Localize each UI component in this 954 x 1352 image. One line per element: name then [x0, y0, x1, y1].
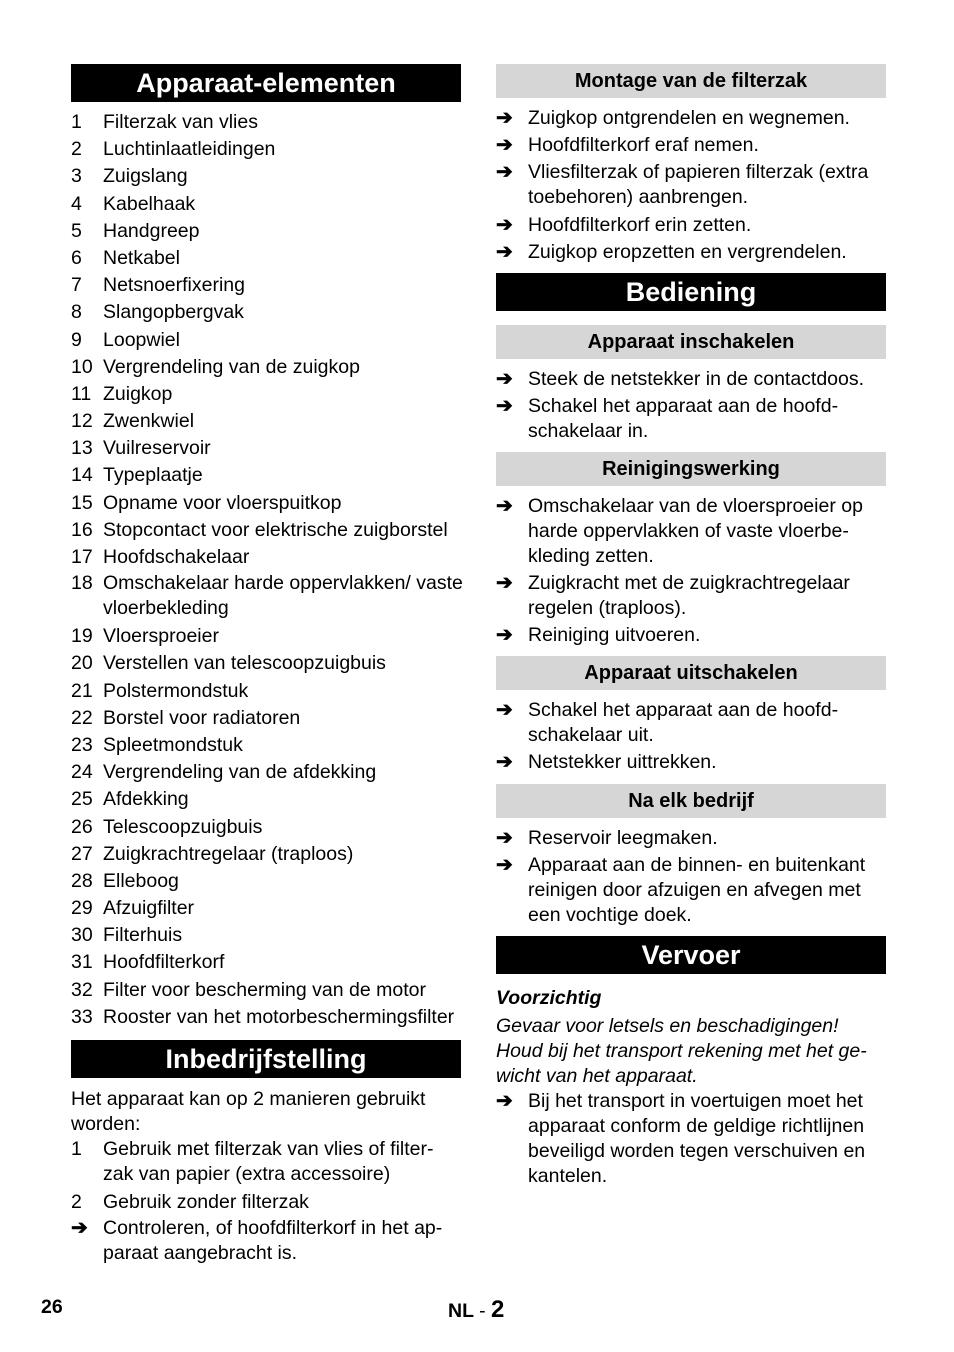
item-text: Rooster van het motorbeschermingsfilter	[103, 1005, 455, 1028]
arrow-icon: ➔	[496, 624, 513, 647]
step-text: Reiniging uitvoeren.	[528, 624, 701, 647]
item-text: Zwenkwiel	[103, 410, 195, 433]
item-text: Hoofdschakelaar	[103, 546, 250, 568]
step-text: Hoofdfilterkorf eraf nemen.	[528, 134, 759, 157]
item-number: 2	[71, 138, 82, 161]
list-item	[496, 571, 886, 621]
arrow-icon: ➔	[496, 699, 513, 721]
item-text: Netkabel	[103, 246, 180, 269]
step-text: Netstekker uittrekken.	[528, 751, 717, 774]
item-text: Vergrendeling van de zuigkop	[103, 355, 360, 378]
item-number: 15	[71, 491, 93, 514]
item-text: Slangopbergvak	[103, 301, 244, 324]
after-steps	[496, 826, 886, 930]
item-number: 11	[71, 382, 92, 405]
startup-steps	[71, 1216, 461, 1268]
list-item	[496, 1089, 886, 1189]
item-number: 30	[71, 924, 93, 947]
transport-steps	[496, 1089, 886, 1191]
arrow-icon: ➔	[496, 495, 513, 517]
item-text: Filterzak van vlies	[103, 111, 258, 133]
item-number: 13	[71, 437, 93, 460]
item-text: Polstermondstuk	[103, 679, 249, 702]
item-number: 25	[71, 788, 93, 811]
arrow-icon: ➔	[71, 1217, 88, 1239]
section-number: 2	[491, 1296, 505, 1323]
item-text: Telescoopzuigbuis	[103, 815, 263, 838]
item-number: 5	[71, 219, 82, 242]
item-number: 22	[71, 706, 93, 729]
item-number: 9	[71, 328, 82, 351]
item-number: 12	[71, 410, 93, 433]
step-text: Schakel het apparaat aan de hoofd-schakelaar in.	[528, 395, 839, 443]
arrow-icon: ➔	[496, 240, 513, 263]
item-text: Luchtinlaatleidingen	[103, 138, 276, 161]
on-steps	[496, 367, 886, 446]
step-text: Zuigkracht met de zuigkrachtregelaar regelen (traploos).	[528, 572, 850, 620]
item-text: Typeplaatje	[103, 464, 203, 487]
item-text: Omschakelaar harde oppervlakken/ vaste vloerbekleding	[103, 572, 463, 620]
list-item	[496, 394, 886, 444]
item-text: Netsnoerfixering	[103, 274, 245, 297]
item-number: 21	[71, 679, 93, 702]
item-text: Gebruik met filterzak van vlies of filter-zak van papier (extra accessoire)	[103, 1138, 434, 1185]
startup-intro: Het apparaat kan op 2 manieren gebruikt worden:	[71, 1088, 426, 1135]
step-text: Steek de netstekker in de contactdoos.	[528, 368, 865, 390]
subheading-on: Apparaat inschakelen	[496, 325, 886, 359]
clean-steps	[496, 494, 886, 651]
caution-text: Gevaar voor letsels en beschadigingen! Houd bij het transport rekening met het ge-wicht van het apparaat.	[496, 1015, 867, 1087]
subheading-clean: Reinigingswerking	[496, 452, 886, 486]
arrow-icon: ➔	[496, 161, 513, 184]
step-text: Vliesfilterzak of papieren filterzak (extra toebehoren) aanbrengen.	[528, 161, 869, 209]
step-text: Bij het transport in voertuigen moet het apparaat conform de geldige richtlijnen beveiligd worden tegen verschuiven en kantelen.	[528, 1090, 866, 1187]
list-item	[496, 853, 886, 928]
step-text: Controleren, of hoofdfilterkorf in het ap-paraat aangebracht is.	[103, 1217, 443, 1264]
item-number: 10	[71, 355, 93, 378]
item-number: 6	[71, 246, 82, 269]
item-number: 32	[71, 978, 93, 1001]
item-number: 17	[71, 546, 93, 568]
item-text: Vuilreservoir	[103, 437, 211, 460]
item-number: 24	[71, 761, 93, 784]
item-number: 20	[71, 652, 93, 675]
arrow-icon: ➔	[496, 107, 513, 129]
item-text: Zuigkop	[103, 382, 173, 405]
item-number: 1	[71, 1138, 82, 1160]
step-text: Zuigkop eropzetten en vergrendelen.	[528, 240, 847, 263]
step-text: Hoofdfilterkorf erin zetten.	[528, 213, 752, 236]
list-item	[496, 750, 886, 775]
montage-steps	[496, 106, 886, 267]
arrow-icon: ➔	[496, 368, 513, 390]
item-text: Vloersproeier	[103, 625, 219, 648]
step-text: Reservoir leegmaken.	[528, 827, 718, 849]
item-number: 8	[71, 301, 82, 324]
item-text: Afdekking	[103, 788, 189, 811]
arrow-icon: ➔	[496, 827, 513, 849]
item-number: 28	[71, 869, 93, 892]
arrow-icon: ➔	[496, 213, 513, 236]
step-text: Apparaat aan de binnen- en buitenkant reinigen door afzuigen en afvegen met een vochtige doek.	[528, 854, 866, 927]
item-text: Handgreep	[103, 219, 200, 242]
section-heading-elements: Apparaat-elementen	[71, 64, 461, 102]
item-text: Filter voor bescherming van de motor	[103, 978, 426, 1001]
step-text: Schakel het apparaat aan de hoofd-schakelaar uit.	[528, 699, 839, 746]
item-number: 33	[71, 1005, 93, 1028]
item-text: Verstellen van telescoopzuigbuis	[103, 652, 386, 675]
item-number: 2	[71, 1191, 82, 1213]
list-item	[496, 213, 886, 238]
list-item	[496, 160, 886, 210]
list-item	[496, 494, 886, 569]
item-number: 1	[71, 111, 82, 133]
item-number: 29	[71, 897, 93, 920]
caution-label: Voorzichtig	[496, 987, 602, 1009]
step-text: Omschakelaar van de vloersproeier op harde oppervlakken of vaste vloerbe-kleding zetten.	[528, 495, 863, 567]
list-item	[496, 826, 886, 851]
item-text: Kabelhaak	[103, 192, 196, 215]
list-item	[496, 698, 886, 748]
item-text: Hoofdfilterkorf	[103, 951, 225, 974]
arrow-icon: ➔	[496, 751, 513, 774]
list-item	[496, 623, 886, 648]
item-number: 4	[71, 192, 82, 215]
list-item	[71, 1216, 461, 1266]
arrow-icon: ➔	[496, 1090, 513, 1112]
off-steps	[496, 698, 886, 777]
section-heading-bediening: Bediening	[496, 273, 886, 311]
list-item	[496, 367, 886, 392]
step-text: Zuigkop ontgrendelen en wegnemen.	[528, 107, 850, 129]
section-heading-transport: Vervoer	[496, 936, 886, 974]
arrow-icon: ➔	[496, 572, 513, 595]
list-item	[496, 240, 886, 265]
item-text: Zuigslang	[103, 165, 188, 188]
page-section-ref	[448, 1296, 504, 1324]
subheading-montage: Montage van de filterzak	[496, 64, 886, 98]
subheading-after: Na elk bedrijf	[496, 784, 886, 818]
arrow-icon: ➔	[496, 854, 513, 877]
item-text: Spleetmondstuk	[103, 733, 243, 756]
item-number: 19	[71, 625, 93, 648]
page-number: 26	[41, 1296, 63, 1318]
arrow-icon: ➔	[496, 395, 513, 418]
item-number: 23	[71, 733, 93, 756]
item-text: Vergrendeling van de afdekking	[103, 761, 377, 784]
item-text: Gebruik zonder filterzak	[103, 1191, 309, 1213]
item-text: Zuigkrachtregelaar (traploos)	[103, 842, 354, 865]
item-number: 27	[71, 842, 93, 865]
item-text: Elleboog	[103, 869, 179, 892]
item-number: 3	[71, 165, 82, 188]
item-number: 18	[71, 572, 93, 595]
item-text: Filterhuis	[103, 924, 183, 947]
item-text: Afzuigfilter	[103, 897, 195, 920]
item-text: Opname voor vloerspuitkop	[103, 491, 342, 514]
list-item	[496, 106, 886, 131]
item-text: Borstel voor radiatoren	[103, 706, 301, 729]
item-text: Loopwiel	[103, 328, 180, 351]
section-heading-startup: Inbedrijfstelling	[71, 1040, 461, 1078]
subheading-off: Apparaat uitschakelen	[496, 656, 886, 690]
language-code: NL	[448, 1300, 474, 1322]
separator: -	[479, 1300, 486, 1322]
item-number: 16	[71, 518, 93, 541]
item-number: 14	[71, 464, 93, 487]
item-number: 26	[71, 815, 93, 838]
item-number: 31	[71, 951, 93, 974]
list-item	[496, 133, 886, 158]
item-number: 7	[71, 274, 82, 297]
arrow-icon: ➔	[496, 134, 513, 157]
item-text: Stopcontact voor elektrische zuigborstel	[103, 518, 448, 541]
